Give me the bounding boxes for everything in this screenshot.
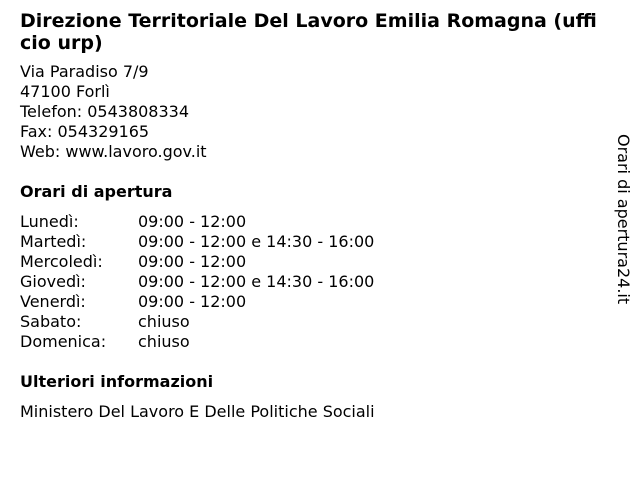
hours-day: Lunedì: [20, 212, 79, 231]
opening-hours-heading: Orari di apertura [20, 182, 173, 201]
hours-day: Venerdì: [20, 292, 86, 311]
hours-time: 09:00 - 12:00 [138, 252, 247, 271]
hours-row-tuesday [20, 232, 600, 252]
further-info-text: Ministero Del Lavoro E Delle Politiche Sociali [20, 402, 375, 421]
hours-day: Martedì: [20, 232, 87, 251]
address-block [20, 62, 600, 162]
brand-watermark: Orari di apertura24.it [614, 134, 633, 305]
hours-time: chiuso [138, 312, 190, 331]
hours-day: Sabato: [20, 312, 82, 331]
hours-row-saturday [20, 312, 600, 332]
hours-row-sunday [20, 332, 600, 352]
hours-time: 09:00 - 12:00 e 14:30 - 16:00 [138, 272, 375, 291]
hours-time: 09:00 - 12:00 e 14:30 - 16:00 [138, 232, 375, 251]
hours-row-monday [20, 212, 600, 232]
content [20, 10, 600, 422]
city: 47100 Forlì [20, 82, 110, 101]
hours-time: chiuso [138, 332, 190, 351]
further-info-heading: Ulteriori informazioni [20, 372, 214, 391]
hours-row-thursday [20, 272, 600, 292]
office-title: Direzione Territoriale Del Lavoro Emilia Romagna (ufficio urp) [20, 10, 597, 54]
opening-hours-table [20, 212, 600, 352]
hours-day: Giovedì: [20, 272, 86, 291]
hours-day: Mercoledì: [20, 252, 103, 271]
street: Via Paradiso 7/9 [20, 62, 149, 81]
web: Web: www.lavoro.gov.it [20, 142, 207, 161]
hours-time: 09:00 - 12:00 [138, 292, 247, 311]
fax: Fax: 054329165 [20, 122, 150, 141]
hours-row-wednesday [20, 252, 600, 272]
hours-time: 09:00 - 12:00 [138, 212, 247, 231]
hours-row-friday [20, 292, 600, 312]
phone: Telefon: 0543808334 [20, 102, 190, 121]
hours-day: Domenica: [20, 332, 107, 351]
